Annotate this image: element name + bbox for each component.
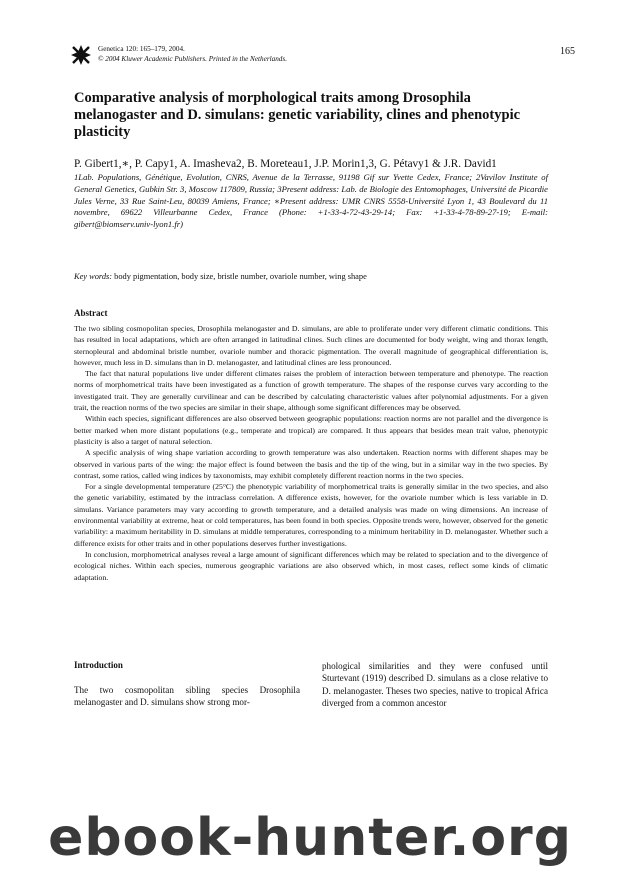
copyright-line: © 2004 Kluwer Academic Publishers. Printed in the Netherlands.	[98, 55, 287, 63]
article-title: Comparative analysis of morphological traits among Drosophila melanogaster and D. simulans: genetic variability, clines and phenotypic plasticity	[74, 90, 521, 140]
author-list: P. Gibert1,∗, P. Capy1, A. Imasheva2, B. Moreteau1, J.P. Morin1,3, G. Pétavy1 & J.R. David1	[74, 158, 497, 170]
keywords-label: Key words:	[74, 272, 113, 281]
introduction-right-column: phological similarities and they were confused until Sturtevant (1919) described D. simulans as a close relative to D. melanogaster. Theses two species, native to tropical Africa diverged from a common ancestor	[322, 661, 548, 709]
abstract-heading: Abstract	[74, 308, 108, 318]
introduction-left-column: The two cosmopolitan sibling species Drosophila melanogaster and D. simulans show strong mor-	[74, 685, 300, 708]
abstract-paragraph: The two sibling cosmopolitan species, Drosophila melanogaster and D. simulans, are able to proliferate under very different climatic conditions. This has resulted in local adaptations, which are often arranged in latitudinal clines. Such clines are documented for body weight, wing and thorax length, sternopleural and abdominal bristle number, ovariole number and thoracic pigmentation. The overall magnitude of geographical differentiation is, however, much less in D. simulans than in D. melanogaster, and latitudinal clines are less pronounced.	[74, 324, 548, 367]
abstract-paragraph: A specific analysis of wing shape variation according to growth temperature was also undertaken. Reaction norms with different shapes may be observed in various parts of the wing: the major effect is found between the basis and the tip of the wing, but in a similar way in the two species. By contrast, some ratios, called wing indices by taxonomists, may exhibit completely different reaction norms in the two species.	[74, 448, 548, 480]
journal-line: Genetica 120: 165–179, 2004.	[98, 45, 185, 53]
abstract-paragraph: In conclusion, morphometrical analyses reveal a large amount of significant differences which may be related to speciation and to the divergence of ecological niches. Within each species, numerous geographic variations are also observed which, in most cases, reflect some kinds of climatic adaptation.	[74, 549, 548, 582]
keywords-text: body pigmentation, body size, bristle number, ovariole number, wing shape	[114, 272, 367, 281]
journal-citation	[98, 44, 287, 64]
abstract-paragraph: For a single developmental temperature (25°C) the phenotypic variability of morphometrical traits is generally similar in the two species, and also the genetic variability, estimated by the intraclass correlation. A difference exists, however, for the ovariole number which is less variable in D. simulans. Variance parameters may vary according to growth temperature, and a detailed analysis was made on wing dimensions. An increase of environmental variability at extreme, heat or cold temperatures, has been found in both species. Opposite trends were, however, observed for the genetic variability: a maximum heritability in D. simulans at middle temperatures, corresponding to a minimum heritability in D. melanogaster. Whether such a difference exists for other traits and in other populations deserves further investigations.	[74, 482, 548, 548]
page-number: 165	[560, 46, 575, 57]
keywords	[74, 271, 548, 282]
abstract-body	[74, 323, 548, 583]
abstract-paragraph: The fact that natural populations live under different climates raises the problem of interaction between temperature and phenotype. The reaction norms of morphometrical traits have been investigated as a function of growth temperature. The shapes of the response curves vary according to the investigated trait. They are generally curvilinear and can be described by calculating characteristic values after polynomial adjustments. For a given trait, the reaction norms of the two species are similar in their shape, although some significant differences may be observed.	[74, 369, 548, 413]
introduction-heading: Introduction	[74, 660, 123, 670]
abstract-paragraph: Within each species, significant differences are also observed between geographic populations: reaction norms are not parallel and the divergence is better marked when more distant populations (e.g., temperate and tropical) are compared. It thus appears that besides mean trait value, phenotypic plasticity is also a target of natural selection.	[74, 414, 548, 446]
publisher-logo-icon	[70, 44, 92, 66]
affiliations: 1Lab. Populations, Génétique, Evolution, CNRS, Avenue de la Terrasse, 91198 Gif sur Yvette Cedex, France; 2Vavilov Institute of General Genetics, Gubkin Str. 3, Moscow 117809, Russia; 3Present address: Lab. de Biologie des Entomophages, Université de Picardie Jules Verne, 33 Rue Saint-Leu, 80039 Amiens, France; ∗Present address: UMR CNRS 5558-Université Lyon 1, 43 Boulevard du 11 novembre, 69622 Villeurbanne Cedex, France (Phone: +1-33-4-72-43-29-14; Fax: +1-33-4-78-89-27-19; E-mail: gibert@biomserv.univ-lyon1.fr)	[74, 172, 548, 230]
watermark: ebook-hunter.org	[48, 808, 572, 868]
